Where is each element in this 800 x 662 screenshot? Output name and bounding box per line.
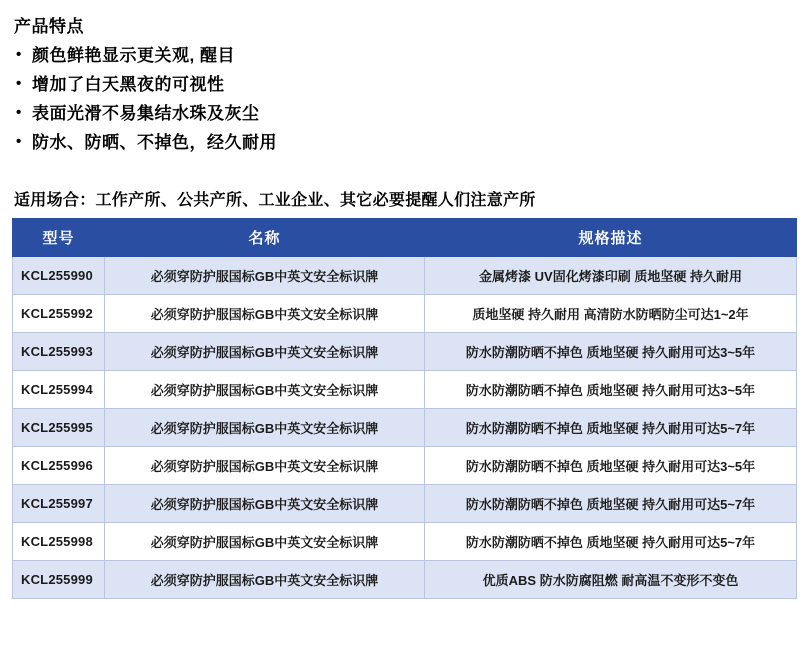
cell-desc: 防水防潮防晒不掉色 质地坚硬 持久耐用可达3~5年 <box>425 371 797 409</box>
feature-list <box>8 41 792 157</box>
page-title: 产品特点 <box>14 17 84 36</box>
table-row <box>13 485 797 523</box>
cell-desc: 防水防潮防晒不掉色 质地坚硬 持久耐用可达3~5年 <box>425 333 797 371</box>
cell-name: 必须穿防护服国标GB中英文安全标识牌 <box>105 333 425 371</box>
cell-model: KCL255994 <box>13 371 105 409</box>
cell-name: 必须穿防护服国标GB中英文安全标识牌 <box>105 523 425 561</box>
cell-model: KCL255999 <box>13 561 105 599</box>
product-detail-page <box>0 12 800 662</box>
bullet-icon: • <box>16 75 22 92</box>
table-row <box>13 523 797 561</box>
cell-desc: 防水防潮防晒不掉色 质地坚硬 持久耐用可达5~7年 <box>425 523 797 561</box>
cell-name: 必须穿防护服国标GB中英文安全标识牌 <box>105 295 425 333</box>
table-header-row <box>13 219 797 257</box>
cell-model: KCL255995 <box>13 409 105 447</box>
feature-text: 防水、防晒、不掉色，经久耐用 <box>32 133 277 152</box>
table-row <box>13 409 797 447</box>
feature-text: 增加了白天黑夜的可视性 <box>32 75 225 94</box>
cell-model: KCL255993 <box>13 333 105 371</box>
cell-name: 必须穿防护服国标GB中英文安全标识牌 <box>105 257 425 295</box>
list-item <box>14 128 792 157</box>
cell-desc: 优质ABS 防水防腐阻燃 耐高温不变形不变色 <box>425 561 797 599</box>
column-header-model: 型号 <box>13 219 105 257</box>
cell-name: 必须穿防护服国标GB中英文安全标识牌 <box>105 561 425 599</box>
table-row <box>13 447 797 485</box>
cell-model: KCL255992 <box>13 295 105 333</box>
cell-name: 必须穿防护服国标GB中英文安全标识牌 <box>105 447 425 485</box>
column-header-desc: 规格描述 <box>425 219 797 257</box>
feature-text: 表面光滑不易集结水珠及灰尘 <box>32 104 260 123</box>
cell-desc: 防水防潮防晒不掉色 质地坚硬 持久耐用可达5~7年 <box>425 485 797 523</box>
list-item <box>14 70 792 99</box>
cell-model: KCL255998 <box>13 523 105 561</box>
table-row <box>13 295 797 333</box>
cell-model: KCL255996 <box>13 447 105 485</box>
cell-name: 必须穿防护服国标GB中英文安全标识牌 <box>105 371 425 409</box>
bullet-icon: • <box>16 46 22 63</box>
cell-desc: 质地坚硬 持久耐用 高清防水防晒防尘可达1~2年 <box>425 295 797 333</box>
cell-desc: 防水防潮防晒不掉色 质地坚硬 持久耐用可达5~7年 <box>425 409 797 447</box>
table-row <box>13 333 797 371</box>
table-row <box>13 371 797 409</box>
bullet-icon: • <box>16 133 22 150</box>
list-item <box>14 99 792 128</box>
cell-desc: 防水防潮防晒不掉色 质地坚硬 持久耐用可达3~5年 <box>425 447 797 485</box>
cell-name: 必须穿防护服国标GB中英文安全标识牌 <box>105 409 425 447</box>
cell-name: 必须穿防护服国标GB中英文安全标识牌 <box>105 485 425 523</box>
feature-text: 颜色鲜艳显示更关观, 醒目 <box>32 46 235 65</box>
spec-table <box>12 218 797 599</box>
cell-desc: 金属烤漆 UV固化烤漆印刷 质地坚硬 持久耐用 <box>425 257 797 295</box>
cell-model: KCL255997 <box>13 485 105 523</box>
applicable-scenarios: 适用场合：工作产所、公共产所、工业企业、其它必要提醒人们注意产所 <box>14 192 536 209</box>
table-row <box>13 561 797 599</box>
column-header-name: 名称 <box>105 219 425 257</box>
table-row <box>13 257 797 295</box>
bullet-icon: • <box>16 104 22 121</box>
cell-model: KCL255990 <box>13 257 105 295</box>
list-item <box>14 41 792 70</box>
